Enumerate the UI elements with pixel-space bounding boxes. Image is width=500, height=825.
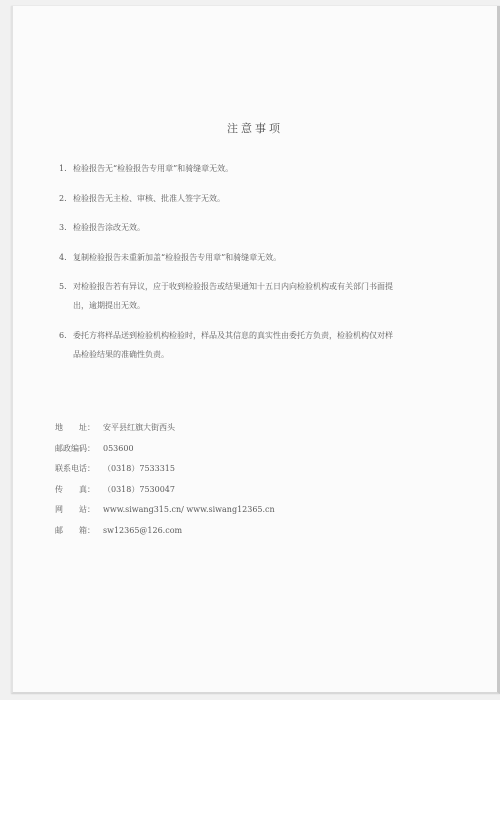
address-value: 安平县红旗大街西头	[103, 423, 175, 432]
notice-item	[59, 218, 459, 237]
notice-number: 5.	[59, 282, 67, 291]
phone-value: （0318）7533315	[103, 464, 175, 473]
contact-postcode	[55, 439, 275, 460]
notice-text: 检验报告无“检验报告专用章”和骑缝章无效。	[73, 164, 234, 173]
phone-label: 联系电话：	[55, 464, 95, 473]
notice-text-line: 出，逾期提出无效。	[73, 301, 145, 310]
notice-item	[59, 189, 459, 208]
notice-list	[59, 159, 459, 374]
website-label: 网 站：	[55, 505, 95, 514]
contact-email	[55, 521, 275, 542]
notice-text-line: 委托方将样品送到检验机构检验时，样品及其信息的真实性由委托方负责，检验机构仅对样	[73, 330, 393, 340]
notice-item	[59, 159, 459, 178]
contact-address	[55, 418, 275, 439]
page-title: 注意事项	[227, 122, 283, 135]
contact-fax	[55, 480, 275, 501]
notice-text: 检验报告无主检、审核、批准人签字无效。	[73, 193, 225, 203]
contact-info	[55, 418, 275, 541]
notice-item	[59, 277, 459, 315]
postcode-label: 邮政编码：	[55, 443, 95, 453]
fax-label: 传 真：	[55, 484, 95, 494]
notice-item	[59, 248, 459, 267]
notice-text-line: 品检验结果的准确性负责。	[73, 349, 169, 359]
document-page	[11, 6, 500, 694]
notice-number: 3.	[59, 223, 67, 232]
notice-number: 1.	[59, 164, 67, 173]
email-value: sw12365@126.com	[103, 525, 183, 535]
notice-item	[59, 326, 459, 364]
notice-text: 检验报告涂改无效。	[73, 223, 145, 232]
notice-number: 2.	[59, 193, 67, 203]
website-value: www.siwang315.cn/ www.siwang12365.cn	[103, 505, 275, 514]
email-label: 邮 箱：	[55, 525, 95, 535]
fax-value: （0318）7530047	[103, 484, 175, 494]
contact-phone	[55, 459, 275, 480]
notice-text-line: 对检验报告若有异议，应于收到检验报告或结果通知十五日内向检验机构或有关部门书面提	[73, 282, 393, 291]
postcode-value: 053600	[103, 443, 134, 453]
notice-number: 4.	[59, 252, 67, 262]
notice-number: 6.	[59, 330, 67, 340]
address-label: 地 址：	[55, 423, 95, 432]
notice-text: 复制检验报告未重新加盖“检验报告专用章”和骑缝章无效。	[73, 252, 282, 262]
contact-website	[55, 500, 275, 521]
